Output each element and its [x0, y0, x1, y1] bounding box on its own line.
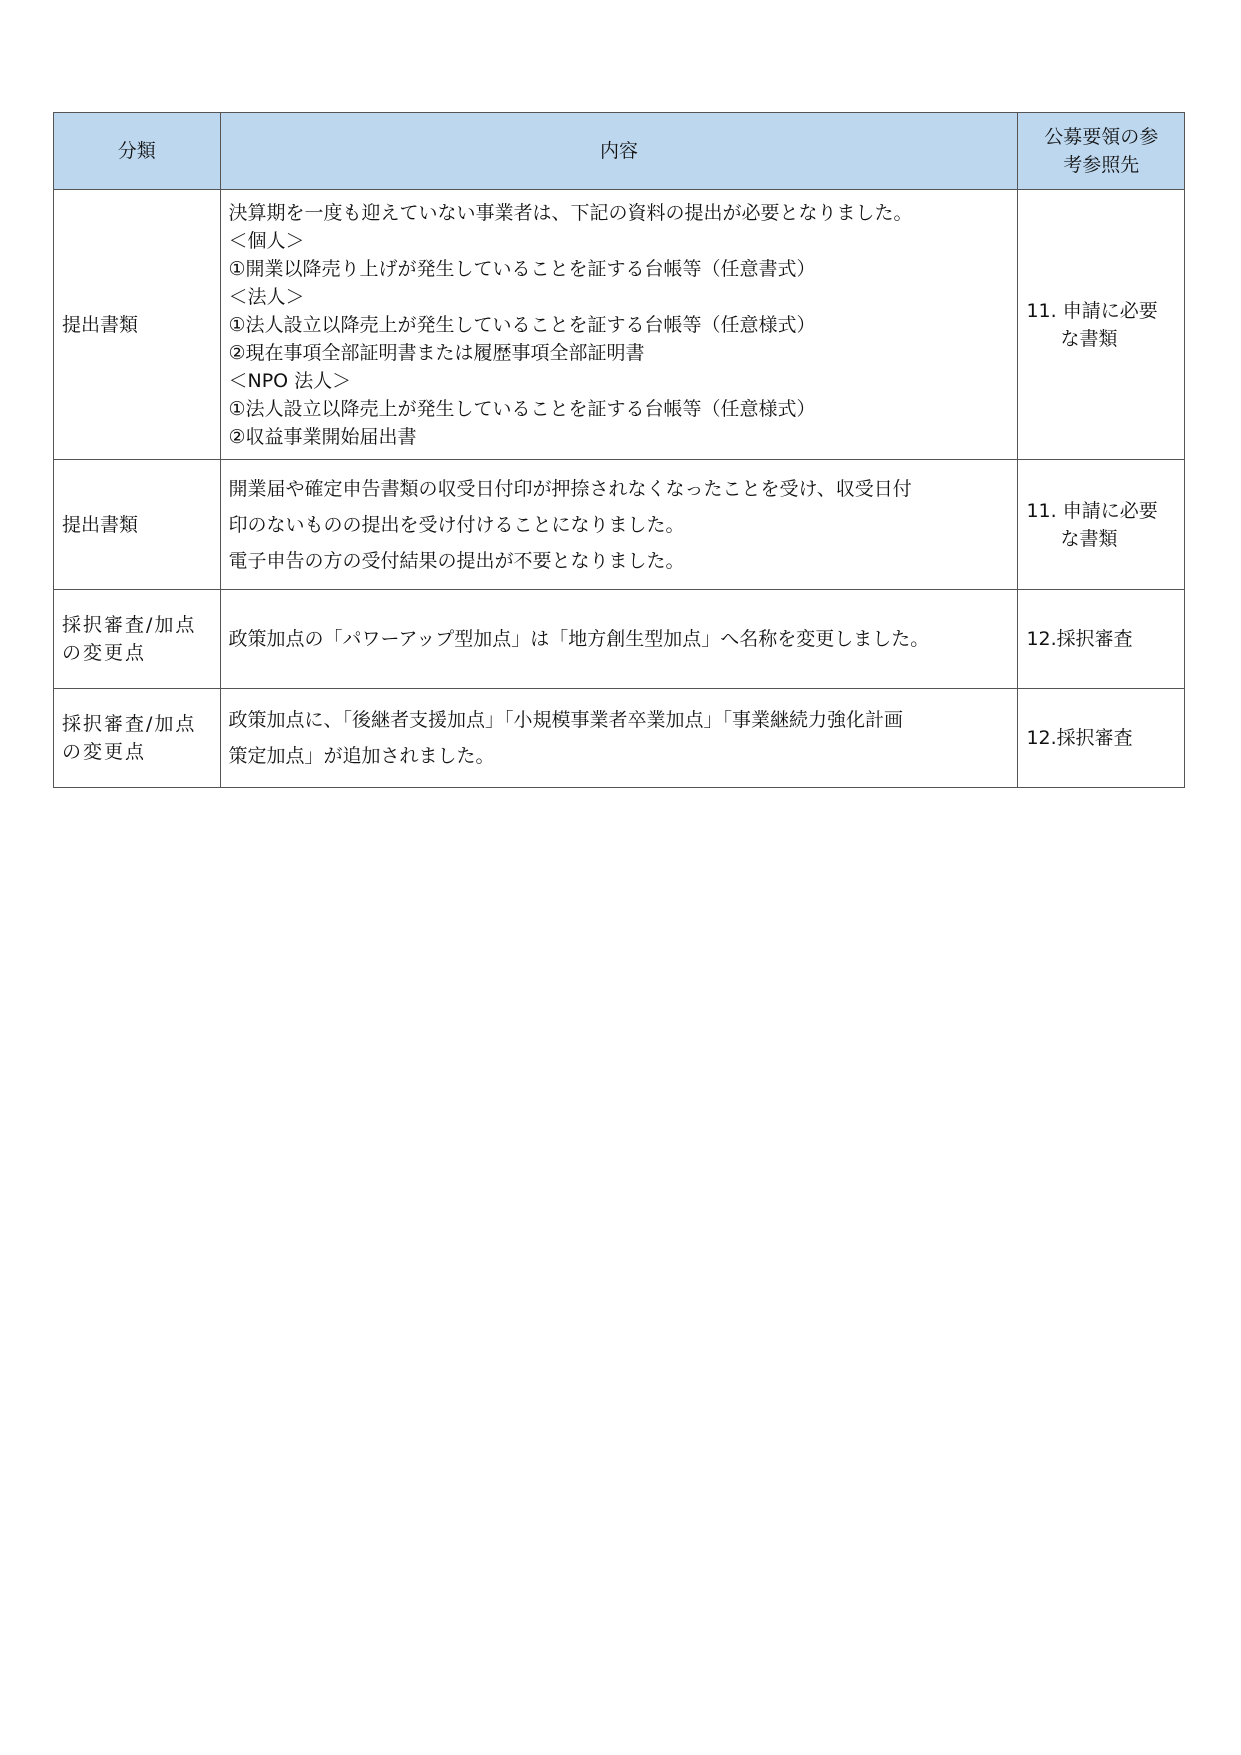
content-line: ＜NPO 法人＞	[228, 369, 352, 392]
content-line: 電子申告の方の受付結果の提出が不要となりました。	[228, 549, 685, 572]
content-line: 政策加点の「パワーアップ型加点」は「地方創生型加点」へ名称を変更しました。	[228, 628, 930, 650]
header-content: 内容	[220, 113, 1018, 190]
content-line: 印のないものの提出を受け付けることになりました。	[228, 513, 685, 536]
table-row	[54, 689, 1185, 788]
content-line: ＜法人＞	[228, 285, 305, 308]
content-line: 政策加点に、「後継者支援加点」「小規模事業者卒業加点」「事業継続力強化計画	[228, 709, 904, 731]
table-header-row	[54, 113, 1185, 190]
category-line2: の変更点	[62, 741, 147, 763]
category-line1: 採択審査/加点	[62, 713, 197, 735]
header-reference	[1018, 113, 1185, 190]
content-line: 策定加点」が追加されました。	[228, 745, 495, 767]
header-category: 分類	[54, 113, 221, 190]
content-line: ②収益事業開始届出書	[228, 425, 417, 448]
reference-line2: な書類	[1060, 527, 1118, 550]
category-line1: 採択審査/加点	[62, 614, 197, 636]
row-reference	[1018, 460, 1185, 590]
content-line: ①開業以降売り上げが発生していることを証する台帳等（任意書式）	[228, 257, 816, 280]
content-line: ①法人設立以降売上が発生していることを証する台帳等（任意様式）	[228, 313, 816, 336]
row-category	[54, 689, 221, 788]
table-row	[54, 590, 1185, 689]
header-reference-line1: 公募要領の参	[1044, 126, 1159, 148]
content-line: ②現在事項全部証明書または履歴事項全部証明書	[228, 341, 645, 364]
content-line: 決算期を一度も迎えていない事業者は、下記の資料の提出が必要となりました。	[228, 201, 913, 224]
changes-table	[53, 112, 1185, 788]
row-reference: 12.採択審査	[1018, 689, 1185, 788]
reference-line1: 11. 申請に必要	[1026, 299, 1158, 322]
row-content	[220, 590, 1018, 689]
row-content	[220, 190, 1018, 460]
row-content	[220, 689, 1018, 788]
category-line2: の変更点	[62, 642, 147, 664]
row-category: 提出書類	[54, 460, 221, 590]
table-row	[54, 460, 1185, 590]
row-reference: 12.採択審査	[1018, 590, 1185, 689]
content-line: 開業届や確定申告書類の収受日付印が押捺されなくなったことを受け、収受日付	[228, 477, 912, 500]
row-category	[54, 590, 221, 689]
table-row	[54, 190, 1185, 460]
row-reference	[1018, 190, 1185, 460]
content-line: ＜個人＞	[228, 229, 305, 252]
row-category: 提出書類	[54, 190, 221, 460]
header-reference-line2: 考参照先	[1063, 154, 1140, 176]
reference-line1: 11. 申請に必要	[1026, 499, 1158, 522]
content-line: ①法人設立以降売上が発生していることを証する台帳等（任意様式）	[228, 397, 816, 420]
row-content	[220, 460, 1018, 590]
reference-line2: な書類	[1060, 327, 1118, 350]
